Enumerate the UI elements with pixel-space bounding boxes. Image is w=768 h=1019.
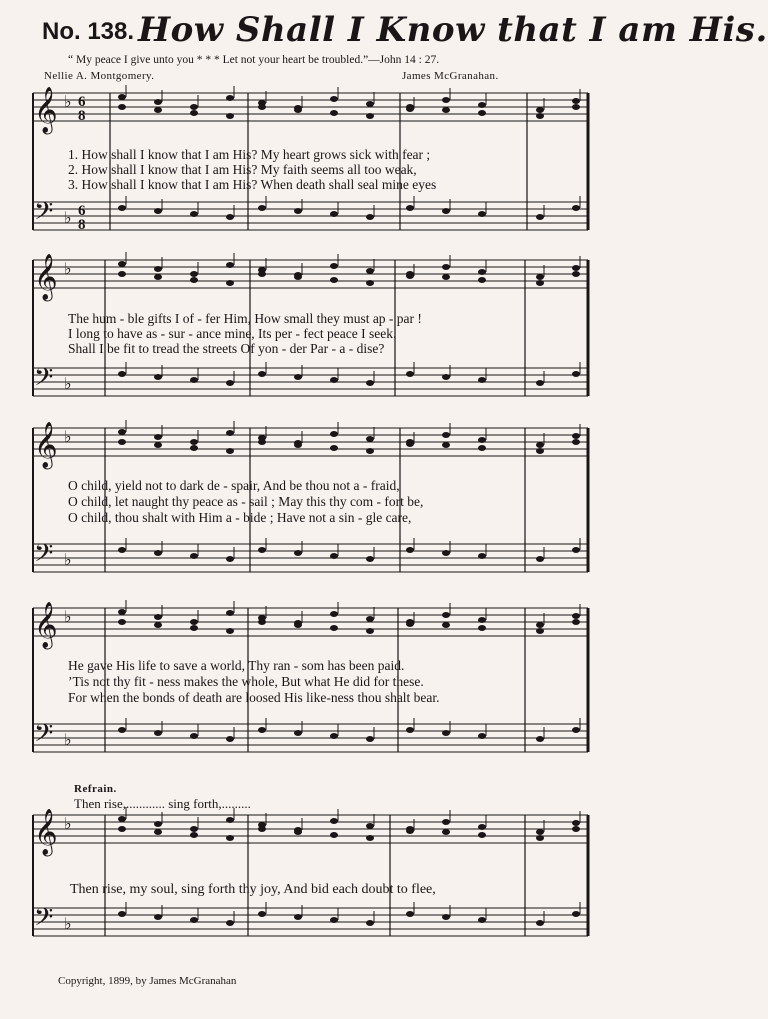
notehead [118, 371, 126, 377]
notehead [330, 431, 338, 437]
notehead [190, 733, 198, 739]
notehead [226, 380, 234, 386]
composer-credit: James McGranahan. [402, 70, 499, 82]
notehead [478, 437, 486, 443]
notehead [226, 628, 234, 634]
key-flat-icon: ♭ [64, 816, 72, 833]
notehead [226, 280, 234, 286]
notehead [154, 99, 162, 105]
notehead [572, 547, 580, 553]
notehead [366, 101, 374, 107]
notehead [572, 271, 580, 277]
notehead [154, 434, 162, 440]
notehead [366, 380, 374, 386]
notehead [226, 835, 234, 841]
notehead [536, 113, 544, 119]
notehead [478, 102, 486, 108]
refrain-echo-text: Then rise,............ sing forth,......... [74, 796, 251, 811]
notehead [330, 96, 338, 102]
notehead [226, 214, 234, 220]
notehead [118, 609, 126, 615]
key-flat-icon: ♭ [64, 916, 72, 933]
notehead [294, 374, 302, 380]
notehead [118, 271, 126, 277]
notehead [536, 214, 544, 220]
bass-clef-icon: 𝄢 [34, 363, 54, 398]
notehead [118, 547, 126, 553]
key-flat-icon: ♭ [64, 732, 72, 749]
verse-1-line-3: O child, yield not to dark de - spair, And be thou not a - fraid, [68, 478, 400, 493]
notehead [442, 442, 450, 448]
notehead [442, 829, 450, 835]
notehead [478, 377, 486, 383]
verse-3-line-1: 3. How shall I know that I am His? When death shall seal mine eyes [68, 177, 437, 192]
notehead [442, 264, 450, 270]
notehead [366, 736, 374, 742]
notehead [118, 816, 126, 822]
key-flat-icon: ♭ [64, 376, 72, 393]
notehead [478, 277, 486, 283]
notehead [478, 824, 486, 830]
notehead [190, 104, 198, 110]
notehead [190, 211, 198, 217]
notehead [536, 736, 544, 742]
notehead [294, 550, 302, 556]
notehead [366, 920, 374, 926]
notehead [154, 374, 162, 380]
notehead [572, 205, 580, 211]
notehead [536, 628, 544, 634]
notehead [366, 628, 374, 634]
verse-2-line-2: I long to have as - sur - ance mine, Its per - fect peace I seek. [68, 326, 397, 341]
notehead [478, 733, 486, 739]
notehead [118, 619, 126, 625]
notehead [406, 439, 414, 445]
notehead [536, 622, 544, 628]
notehead [330, 211, 338, 217]
notehead [572, 911, 580, 917]
notehead [154, 914, 162, 920]
notehead [366, 835, 374, 841]
notehead [154, 614, 162, 620]
verse-1-line-2: The hum - ble gifts I of - fer Him, How small they must ap - par ! [68, 311, 422, 326]
notehead [330, 917, 338, 923]
notehead [366, 823, 374, 829]
notehead [442, 730, 450, 736]
bass-clef-icon: 𝄢 [34, 719, 54, 754]
notehead [478, 617, 486, 623]
notehead [258, 205, 266, 211]
notehead [572, 371, 580, 377]
notehead [118, 911, 126, 917]
verse-2-line-1: 2. How shall I know that I am His? My faith seems all too weak, [68, 162, 417, 177]
notehead [478, 553, 486, 559]
hymn-number: No. 138. [42, 18, 135, 45]
notehead [406, 547, 414, 553]
notehead [118, 104, 126, 110]
notehead [366, 556, 374, 562]
copyright-notice: Copyright, 1899, by James McGranahan [58, 975, 237, 987]
notehead [572, 265, 580, 271]
notehead [572, 826, 580, 832]
notehead [226, 448, 234, 454]
time-signature-bottom: 8 [78, 217, 86, 233]
bass-clef-icon: 𝄢 [34, 197, 54, 232]
notehead [190, 277, 198, 283]
notehead [478, 917, 486, 923]
notehead [258, 271, 266, 277]
notehead [442, 550, 450, 556]
notehead [330, 277, 338, 283]
notehead [154, 821, 162, 827]
notehead [366, 448, 374, 454]
notehead [294, 730, 302, 736]
notehead [226, 610, 234, 616]
notehead [118, 439, 126, 445]
notehead [442, 432, 450, 438]
notehead [366, 113, 374, 119]
lyricist-credit: Nellie A. Montgomery. [44, 70, 155, 82]
notehead [572, 433, 580, 439]
verse-1-line-1: 1. How shall I know that I am His? My heart grows sick with fear ; [68, 147, 431, 162]
notehead [190, 110, 198, 116]
bass-clef-icon: 𝄢 [34, 903, 54, 938]
notehead [330, 110, 338, 116]
notehead [154, 442, 162, 448]
notehead [536, 920, 544, 926]
notehead [442, 208, 450, 214]
treble-clef-icon: 𝄞 [34, 602, 58, 648]
notehead [536, 280, 544, 286]
notehead [190, 377, 198, 383]
notehead [154, 550, 162, 556]
notehead [536, 448, 544, 454]
notehead [226, 920, 234, 926]
notehead [154, 208, 162, 214]
key-flat-icon: ♭ [64, 94, 72, 111]
notehead [572, 98, 580, 104]
notehead [294, 274, 302, 280]
notehead [442, 97, 450, 103]
notehead [226, 95, 234, 101]
notehead [190, 917, 198, 923]
notehead [190, 832, 198, 838]
notehead [226, 262, 234, 268]
notehead [442, 622, 450, 628]
notehead [190, 826, 198, 832]
notehead [406, 271, 414, 277]
notehead [478, 269, 486, 275]
notehead [478, 110, 486, 116]
notehead [118, 94, 126, 100]
verse-2-line-3: O child, let naught thy peace as - sail ; May this thy com - fort be, [68, 494, 424, 509]
notehead [536, 835, 544, 841]
notehead [258, 911, 266, 917]
notehead [406, 104, 414, 110]
notehead [442, 274, 450, 280]
notehead [442, 374, 450, 380]
notehead [366, 616, 374, 622]
notehead [294, 622, 302, 628]
notehead [330, 832, 338, 838]
refrain-label: Refrain. [74, 783, 117, 795]
notehead [226, 736, 234, 742]
notehead [294, 829, 302, 835]
notehead [258, 619, 266, 625]
verse-3-line-2: Shall I be fit to tread the streets Of yon - der Par - a - dise? [68, 341, 385, 356]
time-signature-top: 6 [78, 94, 86, 110]
key-flat-icon: ♭ [64, 609, 72, 626]
notehead [330, 445, 338, 451]
notehead [258, 727, 266, 733]
notehead [330, 733, 338, 739]
key-flat-icon: ♭ [64, 429, 72, 446]
notehead [572, 619, 580, 625]
notehead [258, 826, 266, 832]
bass-clef-icon: 𝄢 [34, 539, 54, 574]
notehead [406, 911, 414, 917]
notehead [406, 727, 414, 733]
notehead [294, 914, 302, 920]
notehead [190, 625, 198, 631]
notehead [478, 625, 486, 631]
key-flat-icon: ♭ [64, 552, 72, 569]
notehead [330, 377, 338, 383]
notehead [258, 439, 266, 445]
notehead [330, 611, 338, 617]
notehead [478, 211, 486, 217]
notehead [226, 430, 234, 436]
notehead [478, 832, 486, 838]
notehead [572, 727, 580, 733]
notehead [536, 107, 544, 113]
notehead [294, 442, 302, 448]
notehead [406, 619, 414, 625]
time-signature-top: 6 [78, 203, 86, 219]
notehead [366, 268, 374, 274]
notehead [406, 826, 414, 832]
notehead [190, 553, 198, 559]
notehead [258, 104, 266, 110]
notehead [572, 820, 580, 826]
notehead [536, 274, 544, 280]
key-flat-icon: ♭ [64, 210, 72, 227]
notehead [154, 274, 162, 280]
verse-2-line-4: ’Tis not thy fit - ness makes the whole, But what He did for these. [68, 674, 424, 689]
notehead [118, 429, 126, 435]
notehead [366, 436, 374, 442]
notehead [572, 104, 580, 110]
notehead [154, 107, 162, 113]
hymn-title: How Shall I Know that I am His. [138, 10, 768, 50]
notehead [330, 625, 338, 631]
notehead [226, 556, 234, 562]
notehead [118, 261, 126, 267]
notehead [258, 547, 266, 553]
notehead [536, 442, 544, 448]
notehead [572, 439, 580, 445]
notehead [572, 613, 580, 619]
notehead [406, 205, 414, 211]
notehead [406, 371, 414, 377]
notehead [190, 445, 198, 451]
notehead [478, 445, 486, 451]
notehead [190, 271, 198, 277]
notehead [154, 829, 162, 835]
notehead [118, 205, 126, 211]
notehead [118, 826, 126, 832]
treble-clef-icon: 𝄞 [34, 254, 58, 300]
treble-clef-icon: 𝄞 [34, 809, 58, 855]
notehead [154, 622, 162, 628]
notehead [366, 280, 374, 286]
notehead [294, 107, 302, 113]
notehead [190, 439, 198, 445]
time-signature-bottom: 8 [78, 108, 86, 124]
notehead [536, 829, 544, 835]
notehead [190, 619, 198, 625]
notehead [258, 371, 266, 377]
treble-clef-icon: 𝄞 [34, 87, 58, 133]
notehead [536, 556, 544, 562]
notehead [442, 612, 450, 618]
verse-3-line-3: O child, thou shalt with Him a - bide ; Have not a sin - gle care, [68, 510, 412, 525]
notehead [154, 730, 162, 736]
notehead [118, 727, 126, 733]
notehead [226, 113, 234, 119]
notehead [154, 266, 162, 272]
verse-3-line-4: For when the bonds of death are loosed His like-ness thou shalt bear. [68, 690, 440, 705]
notehead [442, 914, 450, 920]
notehead [330, 263, 338, 269]
key-flat-icon: ♭ [64, 261, 72, 278]
notehead [294, 208, 302, 214]
treble-clef-icon: 𝄞 [34, 422, 58, 468]
notehead [330, 553, 338, 559]
refrain-lyrics: Then rise, my soul, sing forth thy joy, And bid each doubt to flee, [70, 882, 436, 897]
notehead [366, 214, 374, 220]
notehead [442, 107, 450, 113]
notehead [330, 818, 338, 824]
verse-1-line-4: He gave His life to save a world, Thy ran - som has been paid. [68, 658, 405, 673]
notehead [442, 819, 450, 825]
notehead [536, 380, 544, 386]
scripture-epigraph: “ My peace I give unto you * * * Let not your heart be troubled.”—John 14 : 27. [68, 54, 440, 66]
notehead [226, 817, 234, 823]
